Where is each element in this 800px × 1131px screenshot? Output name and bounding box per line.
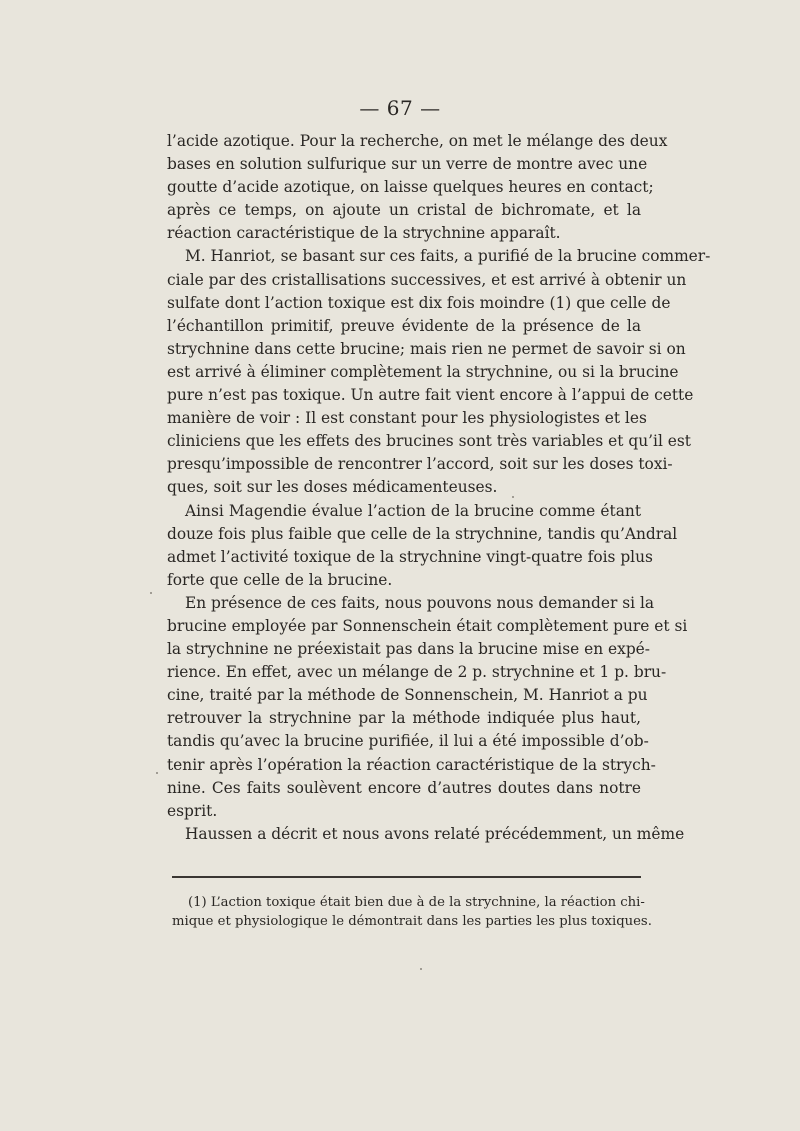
text-line: tandis qu’avec la brucine purifiée, il lui a été impossible d’ob- [167,732,649,751]
paragraph [167,823,685,846]
text-line: ques, soit sur les doses médicamenteuses. [167,478,498,497]
text-line: la strychnine ne préexistait pas dans la brucine mise en expé- [167,640,650,659]
text-line: goutte d’acide azotique, on laisse quelques heures en contact; [167,178,654,197]
paragraph [167,500,678,592]
text-line: En présence de ces faits, nous pouvons nous demander si la [185,593,655,612]
text-line: presqu’impossible de rencontrer l’accord, soit sur les doses toxi- [167,455,673,474]
text-line: douze fois plus faible que celle de la strychnine, tandis qu’Andral [167,524,678,543]
footnote-divider [172,876,641,878]
paper-speck [156,772,158,774]
text-line: strychnine dans cette brucine; mais rien ne permet de savoir si on [167,339,686,358]
text-line: bases en solution sulfurique sur un verre de montre avec une [167,155,648,174]
text-line: admet l’activité toxique de la strychnine vingt-quatre fois plus [167,547,653,566]
text-line: cine, traité par la méthode de Sonnenschein, M. Hanriot a pu [167,686,648,705]
text-line: Haussen a décrit et nous avons relaté précédemment, un même [185,824,685,843]
text-line: brucine employée par Sonnenschein était complètement pure et si [167,616,688,635]
text-line: M. Hanriot, se basant sur ces faits, a purifié de la brucine commer- [185,247,711,266]
paragraph [167,245,711,499]
text-line: après ce temps, on ajoute un cristal de bichromate, et la [167,201,641,220]
paper-speck [420,968,422,970]
text-line: est arrivé à éliminer complètement la strychnine, ou si la brucine [167,362,679,381]
text-line: cliniciens que les effets des brucines sont très variables et qu’il est [167,432,691,451]
page-number: — 67 — [359,96,441,120]
text-line: réaction caractéristique de la strychnine apparaît. [167,224,561,243]
text-line: tenir après l’opération la réaction caractéristique de la strych- [167,755,656,774]
paper-speck [512,496,514,498]
paper-speck [150,592,152,594]
text-line: l’acide azotique. Pour la recherche, on met le mélange des deux [167,132,668,150]
text-line: manière de voir : Il est constant pour les physiologistes et les [167,409,647,428]
text-line: pure n’est pas toxique. Un autre fait vient encore à l’appui de cette [167,386,694,405]
footnote-line: mique et physiologique le démontrait dans les parties les plus toxiques. [172,914,652,929]
text-line: retrouver la strychnine par la méthode indiquée plus haut, [167,709,641,728]
text-line: Ainsi Magendie évalue l’action de la brucine comme étant [185,501,641,520]
footnote [172,893,652,931]
text-line: sulfate dont l’action toxique est dix fois moindre (1) que celle de [167,293,671,312]
paragraph [167,130,668,245]
text-line: rience. En effet, avec un mélange de 2 p. strychnine et 1 p. bru- [167,663,667,682]
body-text [167,130,711,846]
text-line: nine. Ces faits soulèvent encore d’autres doutes dans notre [167,778,641,797]
text-line: ciale par des cristallisations successives, et est arrivé à obtenir un [167,270,687,289]
paragraph [167,592,688,823]
footnote-line: (1) L’action toxique était bien due à de la strychnine, la réaction chi- [188,895,645,910]
text-line: l’échantillon primitif, preuve évidente de la présence de la [167,316,641,335]
text-line: esprit. [167,801,218,820]
text-line: forte que celle de la brucine. [167,570,393,589]
